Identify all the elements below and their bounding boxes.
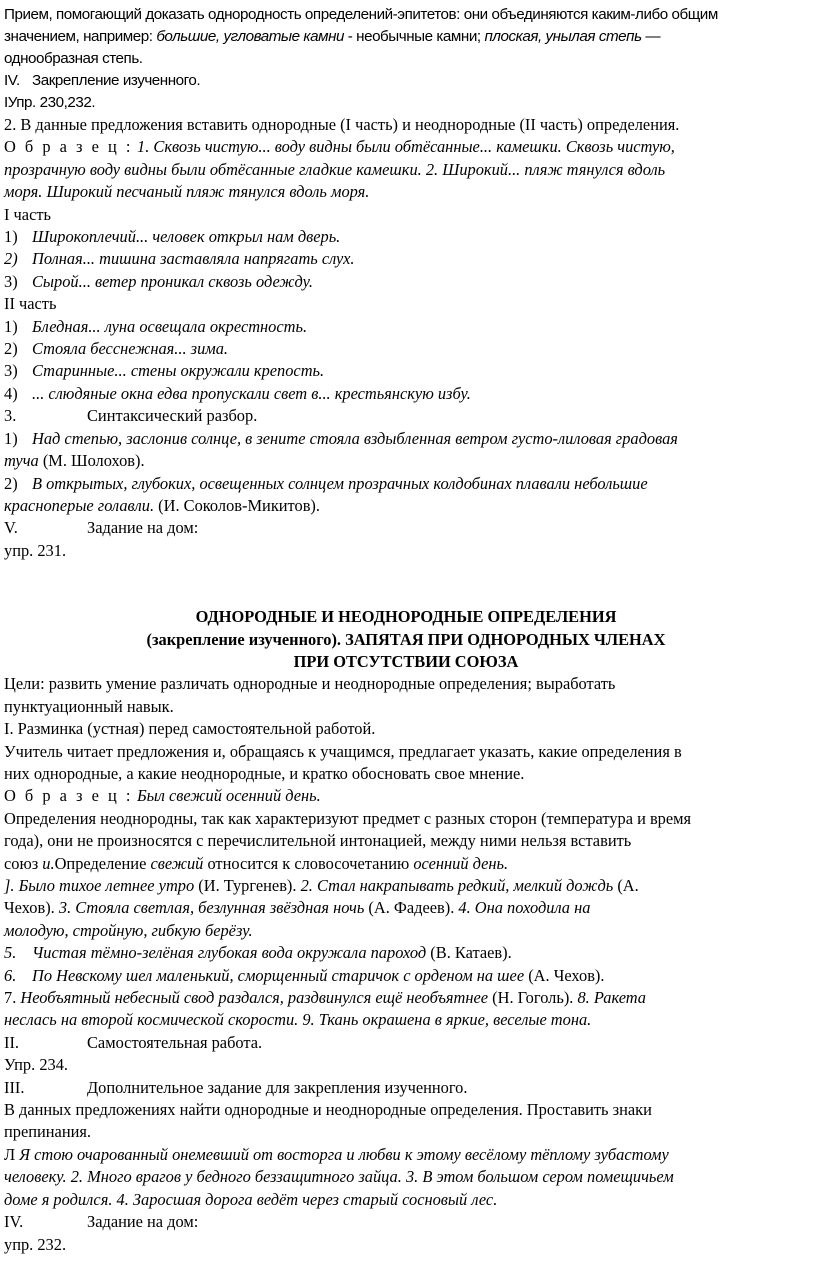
author: (М. Шолохов). [38,451,145,471]
lesson-sample [4,785,808,807]
intro-text: - необычные камни; [343,28,485,45]
section-number: V. [4,518,18,538]
goals-line-1: Цели: развить умение различать однородные и неоднородные определения; выработать [4,674,616,694]
task-3-heading [4,405,808,427]
sample-label: О б р а з е ц : [4,137,133,157]
independent-exercise: Упр. 234. [4,1055,69,1075]
part-2-label: II часть [4,294,57,314]
list-item: 2) Стояла бесснежная... зима. [4,339,229,359]
section-title: Синтаксический разбор. [87,406,258,426]
extra-instruction-1: В данных предложениях найти однородные и неоднородные определения. Проставить знаки [4,1100,652,1120]
list-item: 1) Бледная... луна освещала окрестность. [4,316,308,336]
sample-label: О б р а з е ц : [4,786,133,806]
lesson-title-line-3: ПРИ ОТСУТСТВИИ СОЮЗА [293,651,519,671]
section-title: Дополнительное задание для закрепления изученного. [87,1077,468,1097]
section-title: Самостоятельная работа. [87,1032,263,1052]
homework-exercise: упр. 231. [4,540,67,560]
homework-heading-iv [4,1211,808,1233]
spacer [4,562,808,606]
task-2-sample-line-1 [4,136,808,158]
intro-text: значением, например: [4,28,157,45]
part-1-list [4,226,808,293]
task-2-sample-line-3: моря. Широкий песчаный пляж тянулся вдоль моря. [4,182,370,202]
goals-line-2: пунктуационный навык. [4,696,174,716]
extra-instruction-2: препинания. [4,1122,92,1142]
intro-text: — [641,28,661,45]
task-3-item-1: 1) Над степью, заслонив солнце, в зените стояла вздыбленная ветром густо-лиловая градовая [4,428,678,448]
lesson-title-line-1: ОДНОРОДНЫЕ И НЕОДНОРОДНЫЕ ОПРЕДЕЛЕНИЯ [195,607,617,627]
task-2-sample-line-2: прозрачную воду видны были обтёсанные гладкие камешки. 2. Широкий... пляж тянулся вдоль [4,159,666,179]
task-3-item-2-cont: красноперые голавли. (И. Соколов-Микитов). [4,495,320,515]
sentences-line-2: Чехов). 3. Стояла светлая, безлунная звёздная ночь (А. Фадеев). 4. Она походила на [4,898,591,918]
intro-line-2 [4,26,808,48]
sentence-6: 6. По Невскому шел маленький, сморщенный старичок с орденом на шее (А. Чехов). [4,965,605,985]
part-1-label: I часть [4,204,51,224]
explanation-line-1: Определения неоднородны, так как характеризуют предмет с разных сторон (температура и время [4,808,692,828]
extra-sentence-line-3: доме я родился. 4. Заросшая дорога ведёт через старый сосновый лес. [4,1189,498,1209]
section-number: IV. [4,72,20,89]
section-title: Закрепление изученного. [32,72,201,89]
explanation-line-3: союз и.Определение свежий относится к словосочетанию осенний день. [4,853,509,873]
list-item: 1) Широкоплечий... человек открыл нам дверь. [4,227,341,247]
sentence-8-9: неслась на второй космической скорости. 9. Ткань окрашена в яркие, веселые тона. [4,1010,592,1030]
warmup-heading: I. Разминка (устная) перед самостоятельной работой. [4,719,376,739]
section-number: III. [4,1077,25,1097]
sentences-line-3: молодую, стройную, гибкую берёзу. [4,920,253,940]
lesson-title-line-2: (закрепление изученного). ЗАПЯТАЯ ПРИ ОДНОРОДНЫХ ЧЛЕНАХ [146,629,666,649]
section-number: II. [4,1032,20,1052]
explanation-line-2: года), они не произносятся с перечислительной интонацией, между ними нельзя вставить [4,831,632,851]
homework-heading-v [4,517,808,539]
section-number: IV. [4,1212,24,1232]
section-heading-iv [4,70,808,92]
extra-sentence-line-2: человеку. 2. Много врагов у бедного беззащитного зайца. 3. В этом большом сером помещичьем [4,1167,674,1187]
extra-heading [4,1077,808,1099]
section-title: Задание на дом: [87,1212,199,1232]
extra-sentence-line-1: Л Я стою очарованный онемевший от восторга и любви к этому весёлому тёплому зубастому [4,1144,669,1164]
task-3-item-2: 2) В открытых, глубоких, освещенных солнцем прозрачных колдобинах плавали небольшие [4,473,648,493]
intro-line-1: Прием, помогающий доказать однородность определений-эпитетов: они объединяются каким-либо общим [4,6,718,23]
list-item: 4) ... слюдяные окна едва пропускали свет в... крестьянскую избу. [4,383,471,403]
list-item: 2) Полная... тишина заставляла напрягать слух. [4,249,355,269]
task-3-item-1-cont: туча (М. Шолохов). [4,451,145,471]
homework-exercise-2: упр. 232. [4,1234,67,1254]
exercise-ref: IУпр. 230,232. [4,94,96,111]
example-italic: плоская, унылая степь [484,28,642,45]
sentences-line-1: ]. Было тихое летнее утро (И. Тургенев). 2. Стал накрапывать редкий, мелкий дождь (А. [4,876,639,895]
section-number: 3. [4,406,17,426]
list-item: 3) Старинные... стены окружали крепость. [4,361,325,381]
teacher-line-1: Учитель читает предложения и, обращаясь к учащимся, предлагает указать, какие определения в [4,741,682,761]
part-2-list [4,316,808,406]
task-2-heading: 2. В данные предложения вставить однородные (I часть) и неоднородные (II часть) определения. [4,115,680,134]
list-item: 3) Сырой... ветер проникал сквозь одежду. [4,271,313,291]
sentence-5: 5. Чистая тёмно-зелёная глубокая вода окружала пароход (В. Катаев). [4,943,512,963]
sample-text: 1. Сквозь чистую... воду видны были обтёсанные... камешки. Сквозь чистую, [132,137,675,157]
sentence-7: 7. Необъятный небесный свод раздался, раздвинулся ещё необъятнее (Н. Гоголь). 8. Ракета [4,988,647,1008]
independent-heading [4,1032,808,1054]
section-title: Задание на дом: [87,518,199,538]
teacher-line-2: них однородные, а какие неоднородные, и кратко обосновать свое мнение. [4,763,525,783]
intro-line-3: однообразная степь. [4,50,143,67]
example-italic: большие, угловатые камни [156,28,344,45]
author: (И. Соколов-Микитов). [154,495,320,515]
sample-text: Был свежий осенний день. [132,786,321,806]
